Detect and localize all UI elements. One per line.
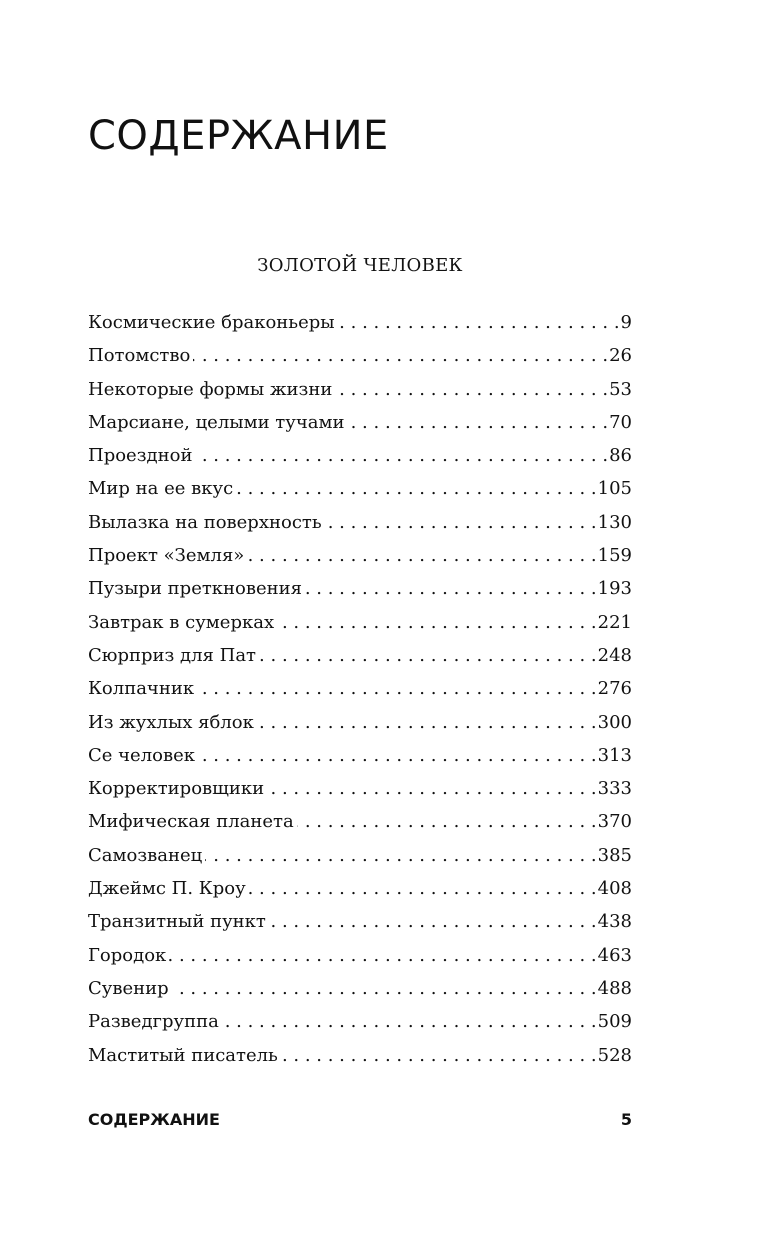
page-title: СОДЕРЖАНИЕ [88, 113, 389, 159]
toc-entry [88, 306, 632, 339]
toc-entry-title: Пузыри преткновения [88, 578, 303, 600]
toc-entry-page: 53 [609, 378, 632, 400]
toc-entry [88, 839, 632, 872]
toc-entry-page: 70 [609, 411, 632, 433]
dot-leader [281, 1039, 597, 1072]
toc-entry-title: Марсиане, целыми тучами [88, 411, 345, 433]
toc-entry-title: Корректировщики [88, 778, 265, 800]
toc-entry-title: Проект «Земля» [88, 545, 245, 567]
dot-leader [338, 306, 620, 339]
toc-entry [88, 706, 632, 739]
toc-entry-title: Мир на ее вкус [88, 478, 234, 500]
toc-entry-page: 463 [597, 944, 632, 966]
running-footer [88, 1108, 632, 1132]
toc-entry-page: 9 [620, 312, 632, 333]
toc-entry [88, 472, 632, 505]
toc-entry-page: 408 [597, 878, 632, 900]
page-number: 5 [620, 1110, 632, 1129]
toc-entry-title: Из жухлых яблок [88, 711, 254, 733]
toc-entry-page: 488 [597, 977, 632, 999]
toc-entry-title: Сувенир [88, 977, 169, 999]
toc-entry [88, 872, 632, 905]
dot-leader [195, 439, 608, 472]
dot-leader [205, 839, 596, 872]
toc-entry-title: Транзитный пункт [88, 911, 266, 933]
toc-entry-title: Проездной [88, 445, 193, 467]
dot-leader [257, 706, 597, 739]
dot-leader [325, 506, 597, 539]
dot-leader [236, 472, 596, 505]
toc-entry-title: Потомство [88, 345, 191, 367]
toc-entry-page: 385 [597, 844, 632, 866]
dot-leader [193, 339, 608, 372]
toc-entry [88, 739, 632, 772]
dot-leader [249, 872, 597, 905]
toc-entry-page: 26 [609, 345, 632, 367]
toc-entry-title: Самозванец [88, 844, 203, 866]
toc-entry [88, 572, 632, 605]
toc-entry-page: 528 [597, 1044, 632, 1066]
dot-leader [277, 606, 597, 639]
toc-list [88, 306, 632, 1072]
toc-entry [88, 772, 632, 805]
toc-entry-title: Сюрприз для Пат [88, 644, 257, 666]
toc-entry-page: 313 [597, 744, 632, 766]
toc-entry-page: 300 [597, 711, 632, 733]
toc-entry-page: 248 [597, 644, 632, 666]
toc-entry [88, 639, 632, 672]
toc-entry [88, 373, 632, 406]
toc-entry [88, 972, 632, 1005]
dot-leader [335, 373, 608, 406]
dot-leader [259, 639, 597, 672]
toc-entry [88, 439, 632, 472]
toc-entry-page: 333 [597, 778, 632, 800]
section-heading: ЗОЛОТОЙ ЧЕЛОВЕК [257, 255, 463, 276]
running-head: СОДЕРЖАНИЕ [88, 1110, 220, 1129]
toc-entry-page: 86 [609, 445, 632, 467]
dot-leader [198, 739, 597, 772]
toc-entry [88, 1005, 632, 1038]
dot-leader [269, 905, 597, 938]
dot-leader [172, 972, 597, 1005]
toc-entry [88, 672, 632, 705]
toc-entry [88, 339, 632, 372]
toc-entry-title: Джеймс П. Кроу [88, 878, 246, 900]
dot-leader [247, 539, 596, 572]
dot-leader [222, 1005, 597, 1038]
toc-entry-title: Мифическая планета [88, 811, 294, 833]
toc-entry [88, 506, 632, 539]
toc-entry-title: Разведгруппа [88, 1011, 219, 1033]
dot-leader [169, 939, 596, 972]
toc-entry [88, 606, 632, 639]
toc-entry [88, 905, 632, 938]
dot-leader [267, 772, 596, 805]
dot-leader [305, 572, 597, 605]
toc-entry-page: 221 [597, 611, 632, 633]
toc-entry-page: 370 [597, 811, 632, 833]
toc-entry-page: 159 [597, 545, 632, 567]
toc-entry-title: Колпачник [88, 678, 195, 700]
toc-entry [88, 939, 632, 972]
dot-leader [297, 805, 597, 838]
toc-entry [88, 406, 632, 439]
toc-entry-title: Маститый писатель [88, 1044, 278, 1066]
toc-entry-title: Завтрак в сумерках [88, 611, 275, 633]
toc-entry-page: 130 [597, 511, 632, 533]
toc-entry-page: 105 [597, 478, 632, 500]
toc-entry-title: Се человек [88, 744, 196, 766]
toc-entry-page: 193 [597, 578, 632, 600]
toc-entry-title: Вылазка на поверхность [88, 511, 322, 533]
toc-entry [88, 1039, 632, 1072]
toc-entry-page: 276 [597, 678, 632, 700]
dot-leader [347, 406, 608, 439]
dot-leader [197, 672, 597, 705]
toc-entry [88, 539, 632, 572]
toc-entry-title: Городок [88, 944, 167, 966]
toc-entry-title: Космические браконьеры [88, 312, 335, 333]
toc-entry [88, 805, 632, 838]
toc-entry-title: Некоторые формы жизни [88, 378, 333, 400]
toc-entry-page: 509 [597, 1011, 632, 1033]
toc-entry-page: 438 [597, 911, 632, 933]
